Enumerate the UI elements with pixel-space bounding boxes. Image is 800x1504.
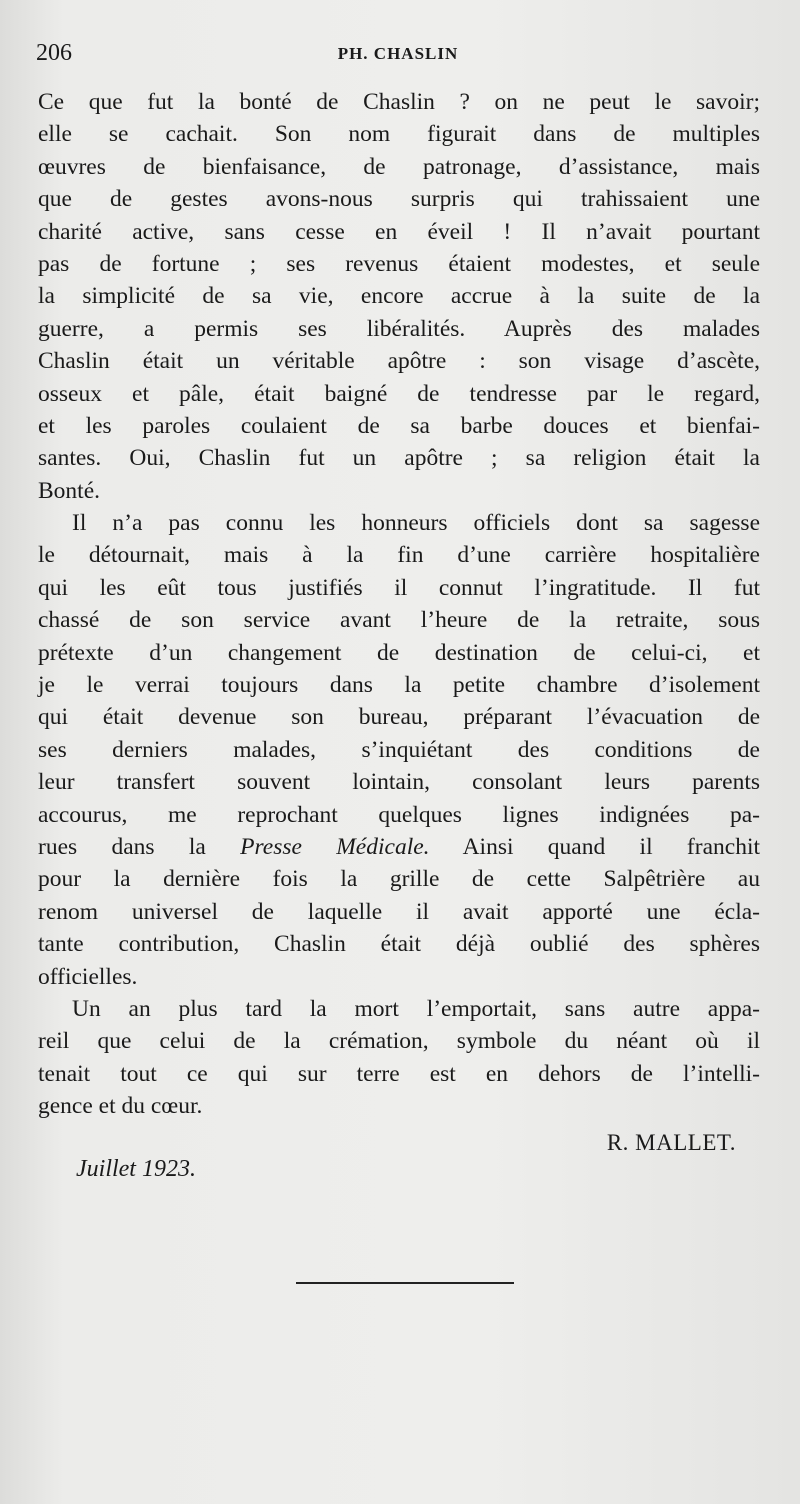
text-line: qui les eût tous justifiés il connut l’ingratitude. Il fut — [38, 574, 760, 601]
text-line: prétexte d’un changement de destination de celui-ci, et — [38, 639, 760, 666]
text-line: que de gestes avons-nous surpris qui trahissaient une — [38, 186, 760, 213]
text-line: Un an plus tard la mort l’emportait, sans autre appa- — [72, 995, 760, 1022]
text-line: Ce que fut la bonté de Chaslin ? on ne peut le savoir; — [38, 89, 760, 115]
text-line: tante contribution, Chaslin était déjà oublié des sphères — [38, 931, 760, 958]
text-line-mixed — [38, 831, 760, 863]
text-line: gence et du cœur. — [38, 1093, 203, 1120]
date-line: Juillet 1923. — [76, 1156, 196, 1182]
text-line: officielles. — [38, 963, 138, 990]
text-line: accourus, me reprochant quelques lignes indignées pa- — [38, 801, 760, 828]
text-line: et les paroles coulaient de sa barbe douces et bienfai- — [38, 412, 760, 439]
text-line: santes. Oui, Chaslin fut un apôtre ; sa religion était la — [38, 445, 760, 472]
end-rule — [296, 1282, 514, 1284]
text-line: pour la dernière fois la grille de cette Salpêtrière au — [38, 866, 760, 893]
text-line: reil que celui de la crémation, symbole du néant où il — [38, 1028, 760, 1055]
text-run: rues dans la — [38, 833, 241, 860]
text-line: leur transfert souvent lointain, consolant leurs parents — [38, 769, 760, 796]
text-line: chassé de son service avant l’heure de la retraite, sous — [38, 607, 760, 634]
text-line: osseux et pâle, était baigné de tendresse par le regard, — [38, 380, 760, 407]
text-line: le détournait, mais à la fin d’une carrière hospitalière — [38, 542, 760, 569]
text-line: je le verrai toujours dans la petite chambre d’isolement — [38, 672, 760, 699]
page-header — [36, 40, 760, 72]
text-line: tenait tout ce qui sur terre est en dehors de l’intelli- — [38, 1060, 760, 1087]
page-number: 206 — [36, 40, 72, 66]
text-line: qui était devenue son bureau, préparant l’évacuation de — [38, 704, 760, 731]
running-head: PH. CHASLIN — [337, 44, 459, 63]
text-line: Il n’a pas connu les honneurs officiels dont sa sagesse — [72, 510, 760, 537]
text-line: ses derniers malades, s’inquiétant des conditions de — [38, 736, 760, 763]
text-line: renom universel de laquelle il avait apporté une écla- — [38, 898, 760, 925]
text-line: la simplicité de sa vie, encore accrue à la suite de la — [38, 283, 760, 310]
text-line: œuvres de bienfaisance, de patronage, d’assistance, mais — [38, 153, 760, 180]
author-signature: R. MALLET. — [606, 1130, 736, 1155]
text-line: guerre, a permis ses libéralités. Auprès des malades — [38, 315, 760, 342]
text-run: Ainsi quand il franchit — [429, 833, 760, 860]
journal-title: Presse Médicale. — [240, 833, 430, 860]
body-text — [38, 86, 760, 1123]
text-line: charité active, sans cesse en éveil ! Il n’avait pourtant — [38, 218, 760, 245]
text-line: Chaslin était un véritable apôtre : son visage d’ascète, — [38, 348, 760, 375]
text-line: Bonté. — [38, 477, 101, 504]
text-line: pas de fortune ; ses revenus étaient modestes, et seule — [38, 250, 760, 277]
text-line: elle se cachait. Son nom figurait dans de multiples — [38, 121, 760, 148]
